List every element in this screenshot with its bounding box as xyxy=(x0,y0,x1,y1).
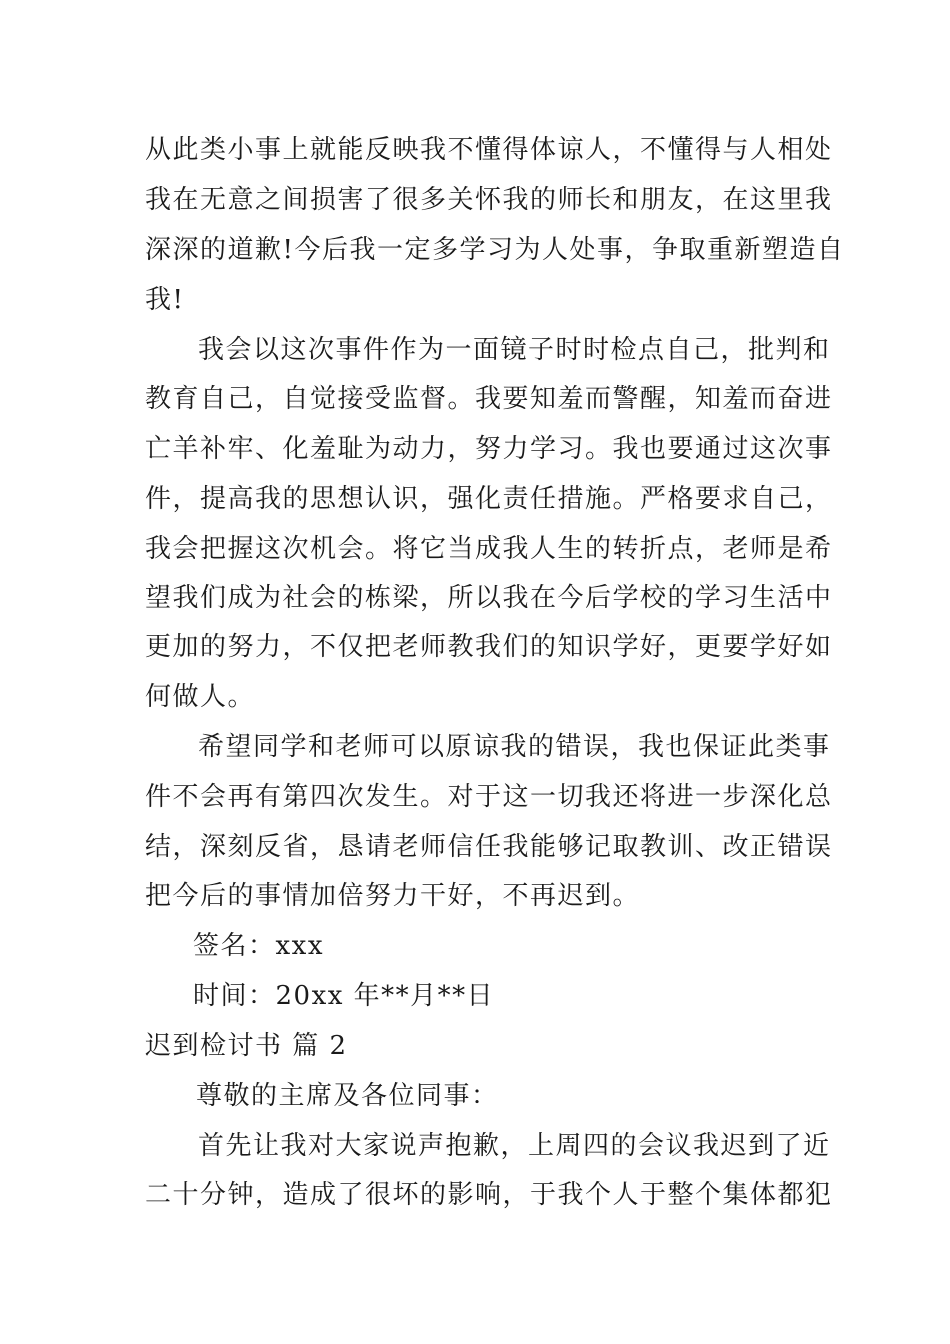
paragraph-line: 二十分钟，造成了很坏的影响，于我个人于整个集体都犯 xyxy=(145,1180,833,1210)
paragraph-line: 望我们成为社会的栋梁，所以我在今后学校的学习生活中 xyxy=(145,583,833,613)
paragraph-line: 更加的努力，不仅把老师教我们的知识学好，更要学好如 xyxy=(145,632,833,662)
paragraph-line: 我会把握这次机会。将它当成我人生的转折点，老师是希 xyxy=(145,534,833,564)
paragraph-line: 何做人。 xyxy=(145,682,256,712)
paragraph-line: 首先让我对大家说声抱歉，上周四的会议我迟到了近 xyxy=(198,1131,831,1161)
paragraph-line: 深深的道歉!今后我一定多学习为人处事，争取重新塑造自 xyxy=(145,235,845,265)
paragraph-line: 件，提高我的思想认识，强化责任措施。严格要求自己， xyxy=(145,484,833,514)
section-heading: 迟到检讨书 篇 2 xyxy=(145,1031,348,1061)
paragraph-line: 我会以这次事件作为一面镜子时时检点自己，批判和 xyxy=(198,335,831,365)
paragraph-line: 亡羊补牢、化羞耻为动力，努力学习。我也要通过这次事 xyxy=(145,434,833,464)
paragraph-line: 结，深刻反省，恳请老师信任我能够记取教训、改正错误 xyxy=(145,832,833,862)
paragraph-line: 我在无意之间损害了很多关怀我的师长和朋友，在这里我 xyxy=(145,185,833,215)
salutation-line: 尊敬的主席及各位同事： xyxy=(196,1081,499,1111)
paragraph-line: 把今后的事情加倍努力干好，不再迟到。 xyxy=(145,881,641,911)
paragraph-line: 从此类小事上就能反映我不懂得体谅人，不懂得与人相处 xyxy=(145,135,833,165)
paragraph-line: 我! xyxy=(145,285,185,315)
paragraph-line: 教育自己，自觉接受监督。我要知羞而警醒，知羞而奋进 xyxy=(145,384,833,414)
paragraph-line: 希望同学和老师可以原谅我的错误，我也保证此类事 xyxy=(198,732,831,762)
paragraph-line: 件不会再有第四次发生。对于这一切我还将进一步深化总 xyxy=(145,782,833,812)
signature-line: 签名：xxx xyxy=(193,931,324,961)
date-line: 时间：20xx 年**月**日 xyxy=(193,981,495,1011)
